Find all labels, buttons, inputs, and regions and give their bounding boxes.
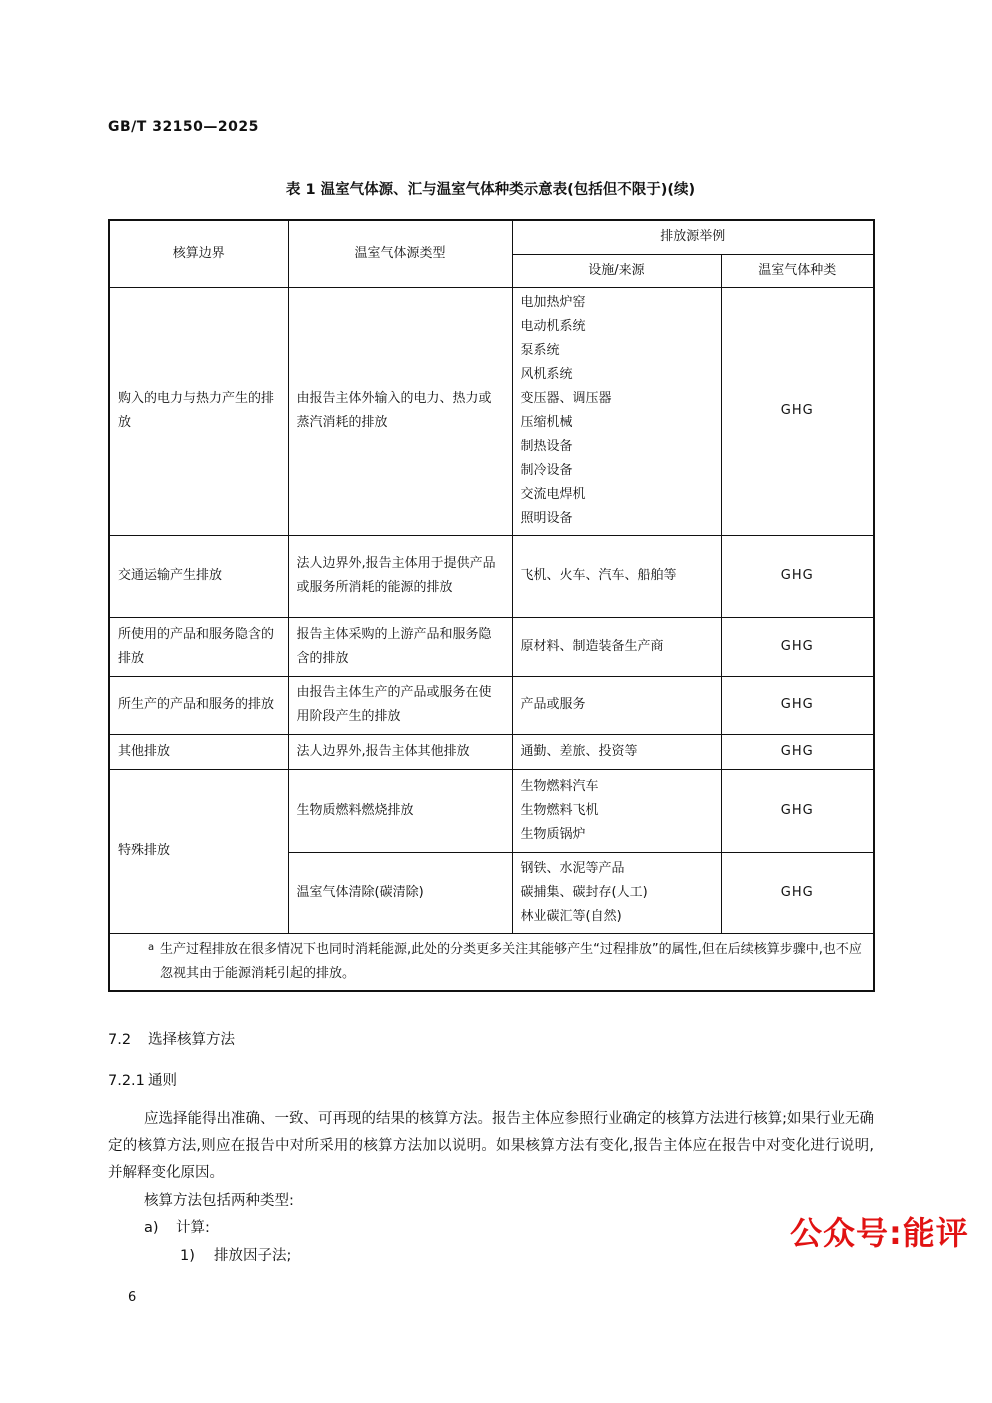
body-paragraph: 应选择能得出准确、一致、可再现的结果的核算方法。报告主体应参照行业确定的核算方法进行核算;如果行业无确定的核算方法,则应在报告中对所采用的核算方法加以说明。如果核算方法有变化,报告主体应在报告中对变化进行说明,并解释变化原因。 [108, 1111, 874, 1181]
section-heading-7-2-1 [108, 1069, 177, 1090]
list-marker: a) [144, 1220, 159, 1236]
table-title: 表 1 温室气体源、汇与温室气体种类示意表(包括但不限于)(续) [285, 182, 696, 198]
cell-facilities [512, 287, 721, 535]
cell-facilities: 产品或服务 [512, 676, 721, 734]
cell-source-type: 法人边界外,报告主体用于提供产品或服务所消耗的能源的排放 [288, 535, 512, 617]
cell-gas: GHG [721, 769, 874, 852]
facility-item: 林业碳汇等(自然) [520, 908, 622, 924]
cell-facilities: 飞机、火车、汽车、船舶等 [512, 535, 721, 617]
cell-gas: GHG [721, 734, 874, 769]
facility-item: 压缩机械 [520, 415, 573, 430]
watermark: 公众号:能评 [790, 1214, 969, 1252]
cell-boundary: 购入的电力与热力产生的排放 [109, 287, 288, 535]
table-row [109, 287, 874, 535]
cell-facilities [512, 769, 721, 852]
facility-item: 生物燃料飞机 [520, 802, 599, 818]
table-row [109, 617, 874, 676]
types-intro: 核算方法包括两种类型: [144, 1193, 294, 1209]
facility-item: 制冷设备 [520, 463, 573, 478]
list-marker: 1) [180, 1248, 195, 1264]
section-number: 7.2.1 [108, 1073, 145, 1089]
cell-gas: GHG [721, 676, 874, 734]
standard-number: GB/T 32150—2025 [108, 119, 259, 135]
facility-item: 照明设备 [520, 511, 573, 526]
section-number: 7.2 [108, 1032, 132, 1048]
ghg-source-table [108, 219, 875, 992]
list-text: 排放因子法; [214, 1248, 292, 1264]
facility-item: 生物质锅炉 [520, 826, 586, 842]
cell-source-type: 由报告主体外输入的电力、热力或蒸汽消耗的排放 [288, 287, 512, 535]
cell-boundary: 所使用的产品和服务隐含的排放 [109, 617, 288, 676]
cell-source-type: 法人边界外,报告主体其他排放 [288, 734, 512, 769]
facility-item: 碳捕集、碳封存(人工) [520, 884, 648, 900]
header-examples: 排放源举例 [512, 220, 874, 254]
header-gas: 温室气体种类 [721, 254, 874, 287]
table-row [109, 769, 874, 852]
facility-item: 变压器、调压器 [520, 391, 612, 406]
facility-item: 生物燃料汽车 [520, 778, 599, 794]
facility-item: 电动机系统 [520, 319, 586, 334]
table-row [109, 535, 874, 617]
cell-facilities: 通勤、差旅、投资等 [512, 734, 721, 769]
cell-gas: GHG [721, 852, 874, 933]
cell-boundary-special: 特殊排放 [109, 769, 288, 933]
list-item [180, 1244, 291, 1265]
header-boundary: 核算边界 [109, 220, 288, 287]
cell-source-type: 报告主体采购的上游产品和服务隐含的排放 [288, 617, 512, 676]
table-footnote-row [109, 933, 874, 991]
footnote-marker: a [148, 941, 155, 953]
cell-gas: GHG [721, 617, 874, 676]
table-row [109, 734, 874, 769]
header-source-type: 温室气体源类型 [288, 220, 512, 287]
cell-source-type: 温室气体清除(碳清除) [288, 852, 512, 933]
section-heading-7-2 [108, 1028, 235, 1049]
facility-item: 制热设备 [520, 439, 573, 454]
cell-boundary: 交通运输产生排放 [109, 535, 288, 617]
facility-item: 泵系统 [520, 343, 560, 358]
cell-boundary: 所生产的产品和服务的排放 [109, 676, 288, 734]
list-text: 计算: [176, 1220, 210, 1236]
page-number: 6 [128, 1290, 137, 1305]
cell-boundary: 其他排放 [109, 734, 288, 769]
table-footnote [109, 933, 874, 991]
section-title: 通则 [148, 1073, 177, 1089]
table-row [109, 676, 874, 734]
cell-facilities [512, 852, 721, 933]
list-item [144, 1216, 210, 1237]
section-title: 选择核算方法 [148, 1032, 235, 1048]
facility-item: 钢铁、水泥等产品 [520, 860, 625, 876]
cell-source-type: 由报告主体生产的产品或服务在使用阶段产生的排放 [288, 676, 512, 734]
cell-gas: GHG [721, 287, 874, 535]
cell-facilities: 原材料、制造装备生产商 [512, 617, 721, 676]
header-facility: 设施/来源 [512, 254, 721, 287]
facility-item: 交流电焊机 [520, 487, 586, 502]
facility-item: 风机系统 [520, 367, 573, 382]
footnote-text: 生产过程排放在很多情况下也同时消耗能源,此处的分类更多关注其能够产生“过程排放”的属性,但在后续核算步骤中,也不应忽视其由于能源消耗引起的排放。 [160, 941, 862, 981]
cell-gas: GHG [721, 535, 874, 617]
facility-item: 电加热炉窑 [520, 295, 586, 310]
cell-source-type: 生物质燃料燃烧排放 [288, 769, 512, 852]
